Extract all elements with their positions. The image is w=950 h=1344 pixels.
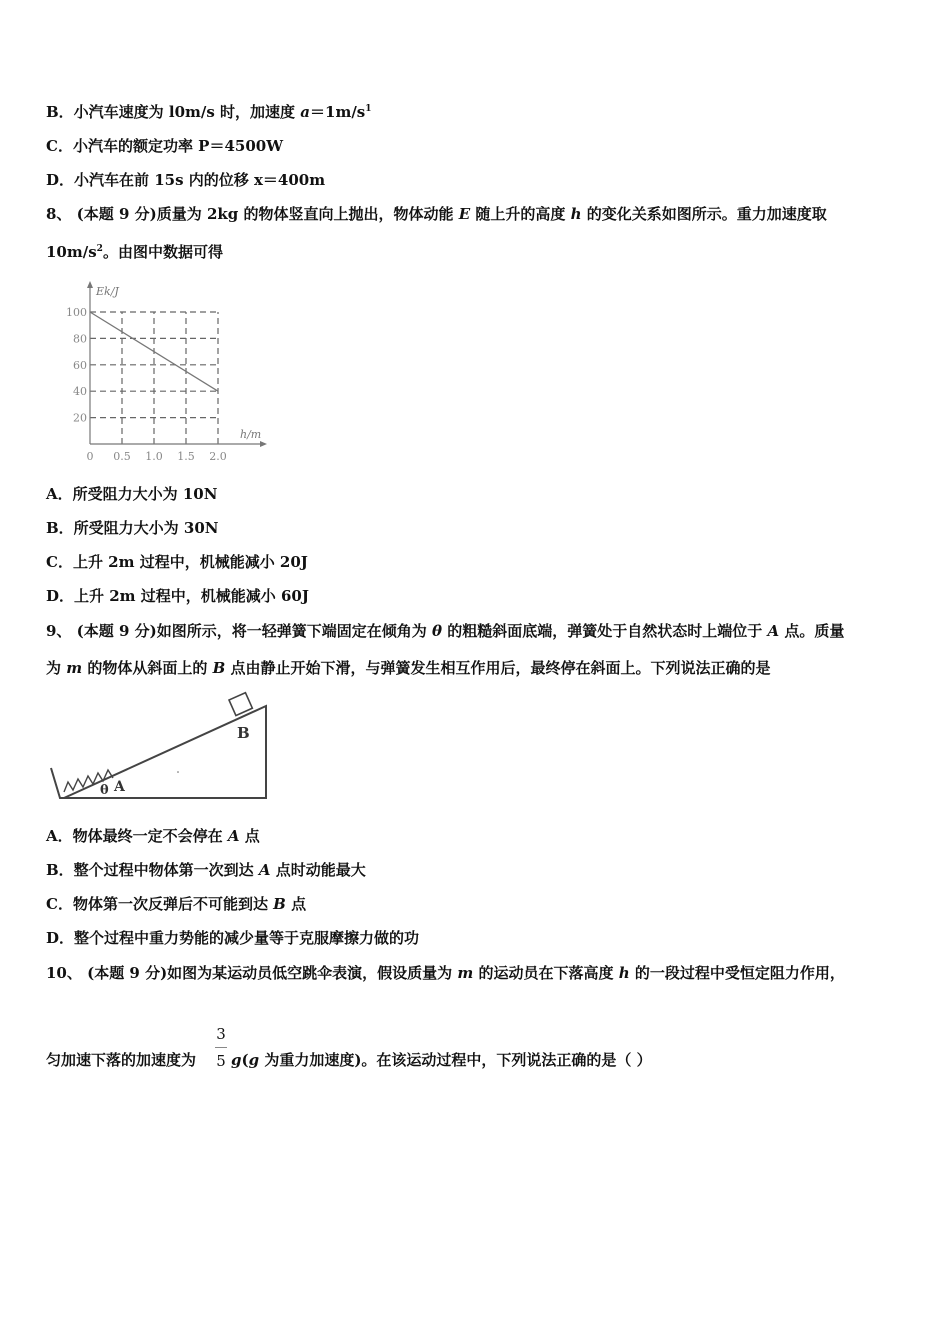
x-tick-label-4: 2.0 (209, 450, 227, 463)
q9-option-b: B．整个过程中物体第一次到达 A 点时动能最大 (46, 861, 366, 879)
q8-option-d: D．上升 2m 过程中，机械能减小 60J (46, 587, 309, 605)
q7-option-b: B．小汽车速度为 l0m/s 时，加速度 $a=1m/s^1$ (46, 103, 372, 121)
y-axis-label: Ek/J (96, 285, 119, 298)
q9-option-c: C．物体第一次反弹后不可能到达 B 点 (46, 895, 307, 913)
q8-option-b: B．所受阻力大小为 30N (46, 519, 219, 537)
label-b: B (237, 724, 250, 742)
x-tick-label-1: 0.5 (113, 450, 131, 463)
incline-triangle (64, 706, 266, 798)
q8-option-a: A．所受阻力大小为 10N (46, 485, 218, 503)
q8-stem-line1: 8、 (本题 9 分)质量为 2kg 的物体竖直向上抛出，物体动能 E 随上升的高度 h 的变化关系如图所示。重力加速度取 (46, 205, 827, 223)
q8-stem-line2: $10m/s^2$。由图中数据可得 (46, 243, 223, 261)
y-tick-label-4: 100 (66, 306, 87, 319)
label-a: A (114, 779, 125, 795)
y-axis-arrow (87, 281, 93, 288)
q9-incline-figure (46, 690, 276, 808)
x-tick-label-0: 0 (86, 450, 94, 463)
spring-wall (51, 768, 66, 798)
x-axis-arrow (260, 441, 267, 447)
q7-option-d: D．小汽车在前 15s 内的位移 x＝400m (46, 171, 326, 189)
q9-stem-line2: 为 m 的物体从斜面上的 B 点由静止开始下滑，与弹簧发生相互作用后，最终停在斜面上。下列说法正确的是 (46, 659, 771, 677)
y-tick-label-2: 60 (73, 358, 87, 372)
fraction-numerator: 3 (216, 1025, 226, 1043)
q8-energy-height-chart (60, 278, 275, 468)
fraction-bar (215, 1047, 227, 1048)
y-tick-label-0: 20 (73, 411, 87, 425)
fraction-denominator: 5 (216, 1052, 226, 1070)
x-axis-label: h/m (240, 428, 262, 441)
q10-stem-line1: 10、 (本题 9 分)如图为某运动员低空跳伞表演，假设质量为 m 的运动员在下落高度 h 的一段过程中受恒定阻力作用， (46, 964, 845, 982)
q9-stem-line1: 9、 (本题 9 分)如图所示，将一轻弹簧下端固定在倾角为 θ 的粗糙斜面底端，弹簧处于自然状态时上端位于 A 点。质量 (46, 622, 845, 640)
q10-stem-line2a: 匀加速下落的加速度为 (46, 1051, 197, 1069)
y-tick-label-1: 40 (73, 385, 87, 399)
q7-option-c: C．小汽车的额定功率 P＝4500W (46, 137, 284, 155)
y-tick-label-3: 80 (73, 332, 87, 346)
figure-dot (177, 771, 179, 773)
x-tick-label-3: 1.5 (177, 450, 195, 463)
x-tick-label-2: 1.0 (145, 450, 163, 463)
q9-option-d: D．整个过程中重力势能的减少量等于克服摩擦力做的功 (46, 929, 420, 947)
q9-option-a: A．物体最终一定不会停在 A 点 (46, 827, 260, 845)
q10-stem-line2b: g(g 为重力加速度)。在该运动过程中，下列说法正确的是（ ） (231, 1051, 652, 1069)
block-b-icon (229, 693, 252, 716)
chart-grid (90, 312, 218, 444)
q8-option-c: C．上升 2m 过程中，机械能减小 20J (46, 553, 308, 571)
label-theta: θ (100, 783, 109, 798)
